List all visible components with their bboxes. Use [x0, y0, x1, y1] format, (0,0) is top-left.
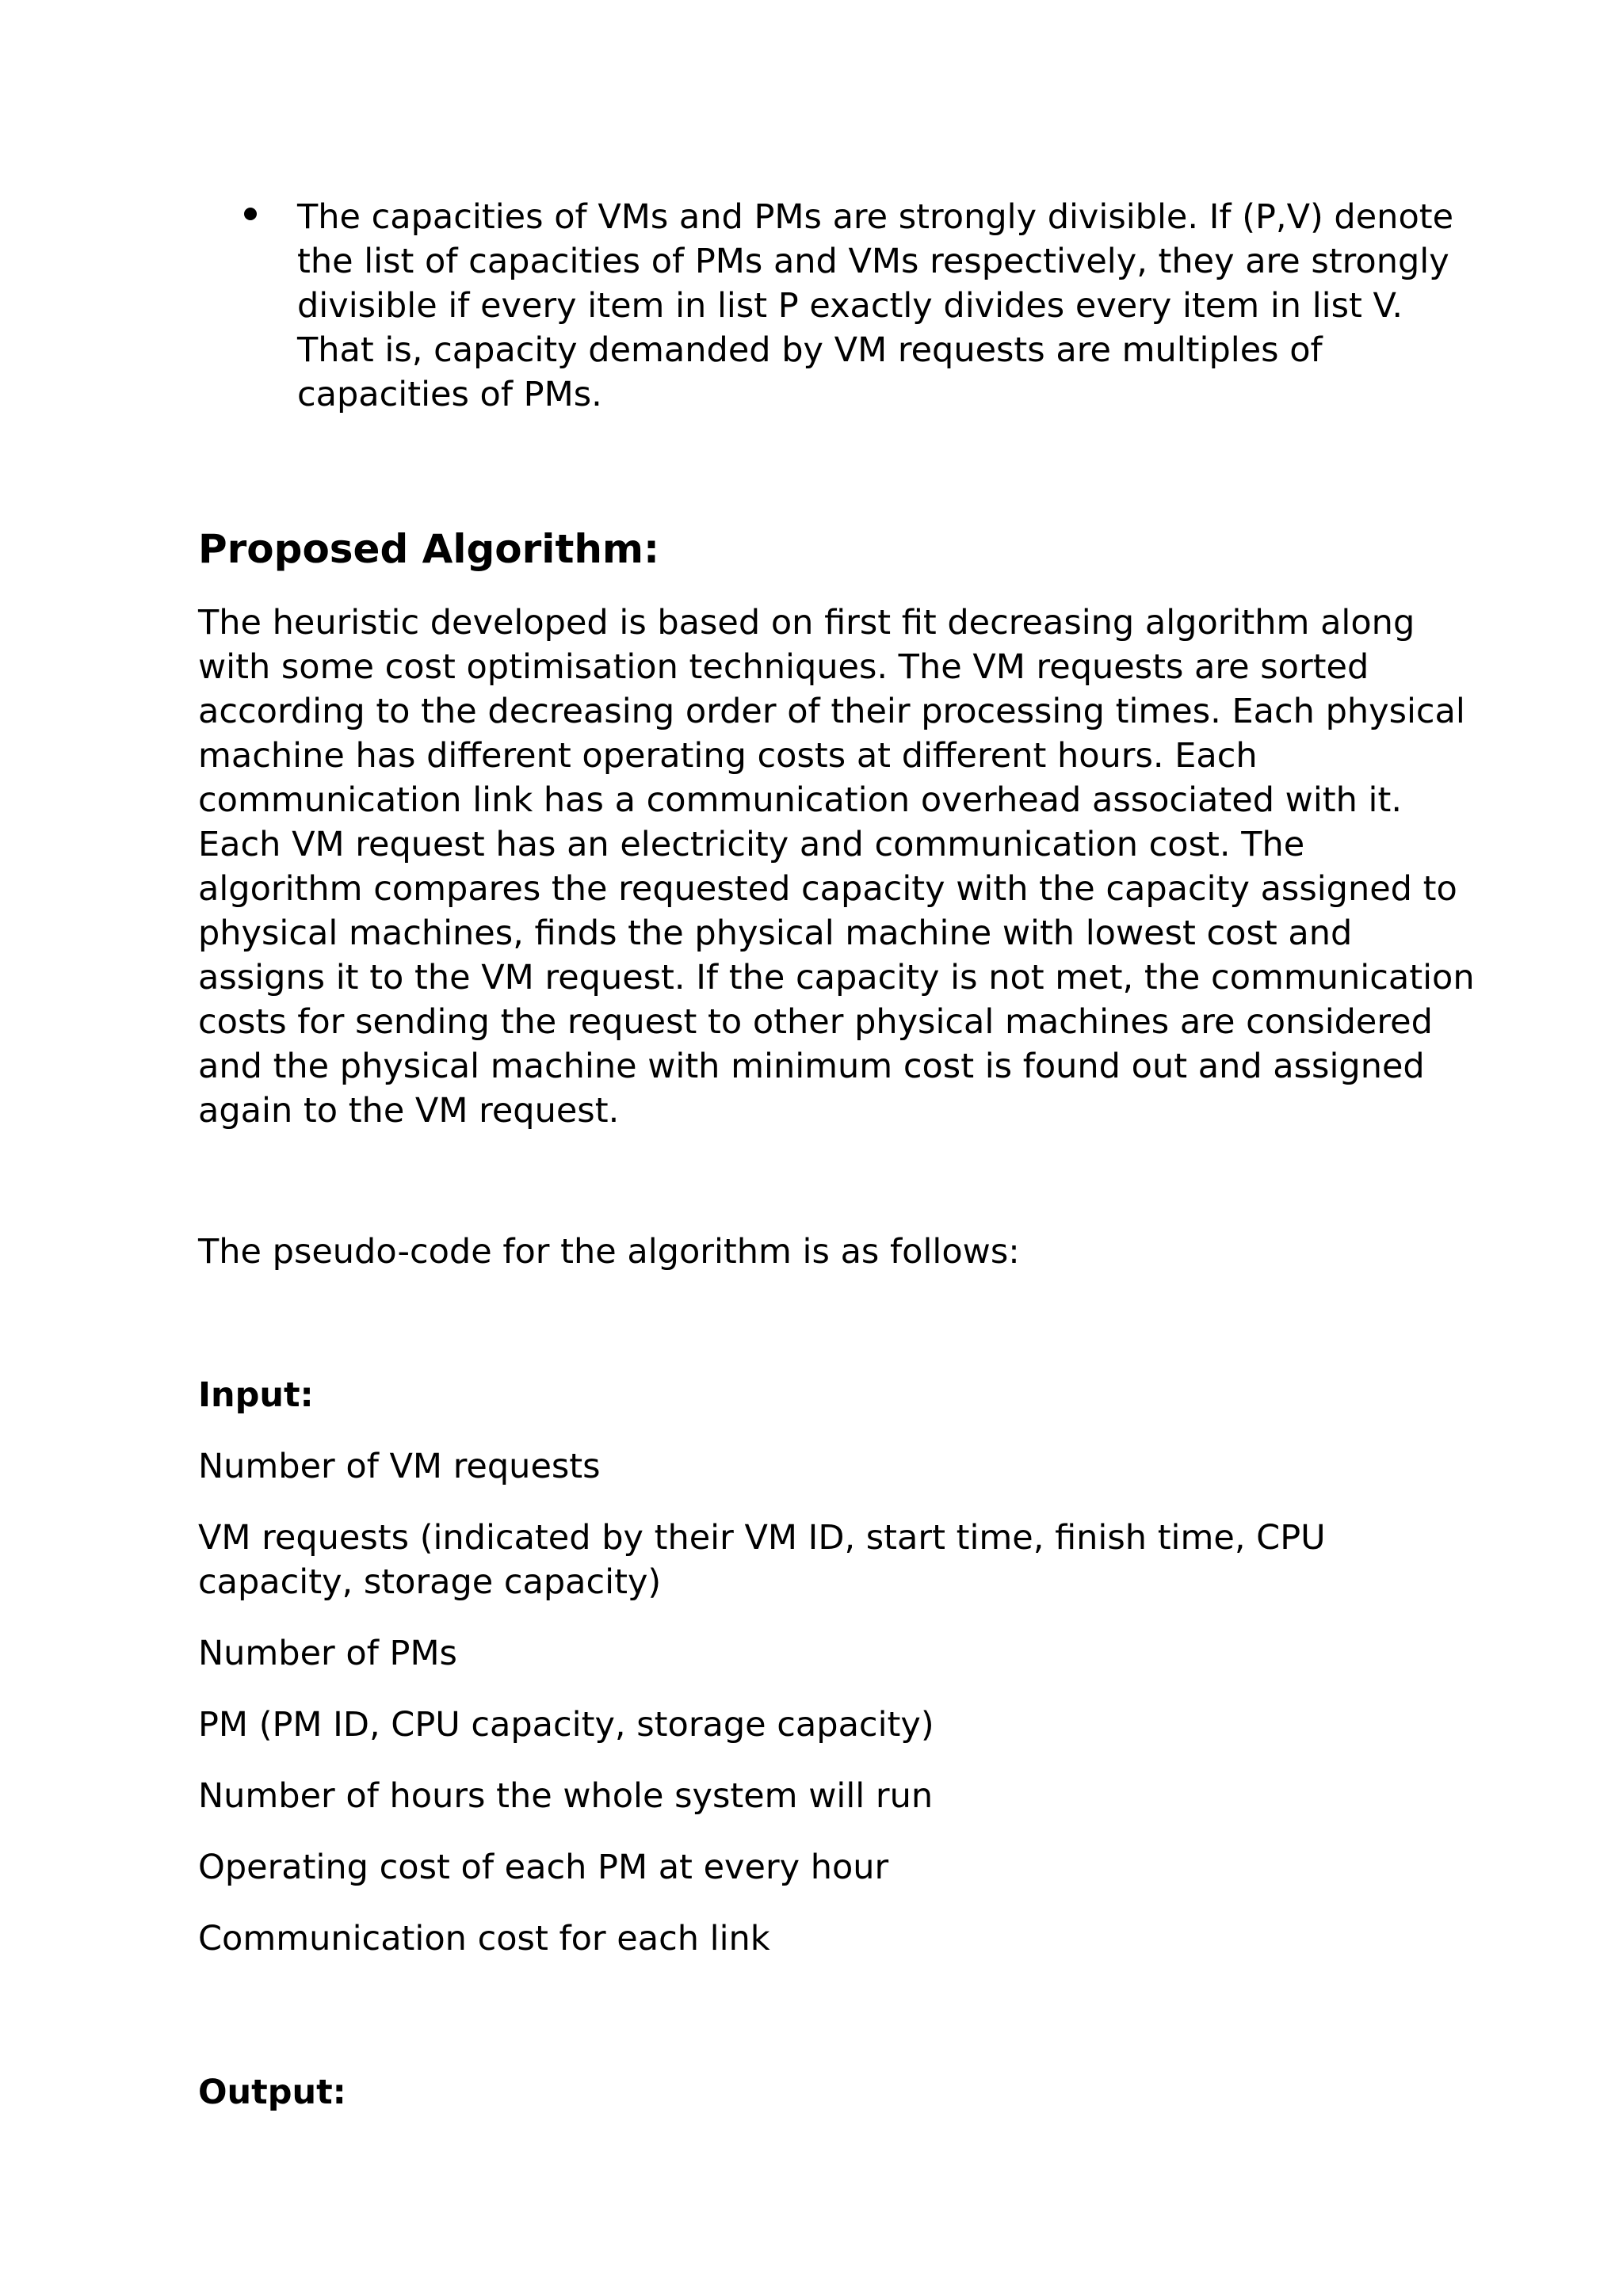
input-item-communication-cost: Communication cost for each link [198, 1919, 770, 1958]
algorithm-description: The heuristic developed is based on first fit decreasing algorithm along with some cost optimisation techniques. The VM requests are sorted according to the decreasing order of their processing times. Each physical machine has different operating costs at different hours. Each communication link has a communication overhead associated with it. Each VM request has an electricity and communication cost. The algorithm compares the requested capacity with the capacity assigned to physical machines, finds the physical machine with lowest cost and assigns it to the VM request. If the capacity is not met, the communication costs for sending the request to other physical machines are considered and the physical machine with minimum cost is found out and assigned again to the VM request. [198, 603, 1475, 1131]
input-list [198, 1444, 1466, 1988]
input-item-vm-requests: VM requests (indicated by their VM ID, start time, finish time, CPU capacity, storage capacity) [198, 1518, 1326, 1602]
bullet-text: The capacities of VMs and PMs are strongly divisible. If (P,V) denote the list of capacities of PMs and VMs respectively, they are strongly divisible if every item in list P exactly divides every item in list V. That is, capacity demanded by VM requests are multiples of capacities of PMs. [297, 197, 1454, 414]
input-label: Input: [198, 1375, 314, 1415]
section-heading: Proposed Algorithm: [198, 526, 660, 572]
input-item-pm-details: PM (PM ID, CPU capacity, storage capacity) [198, 1705, 934, 1745]
output-label: Output: [198, 2073, 346, 2112]
input-item-pm-count: Number of PMs [198, 1634, 457, 1673]
pseudo-code-intro: The pseudo-code for the algorithm is as follows: [198, 1232, 1020, 1272]
input-item-operating-cost: Operating cost of each PM at every hour [198, 1848, 889, 1887]
input-item-run-hours: Number of hours the whole system will run [198, 1776, 934, 1816]
input-item-vm-request-count: Number of VM requests [198, 1447, 601, 1486]
bullet-marker [244, 208, 257, 220]
